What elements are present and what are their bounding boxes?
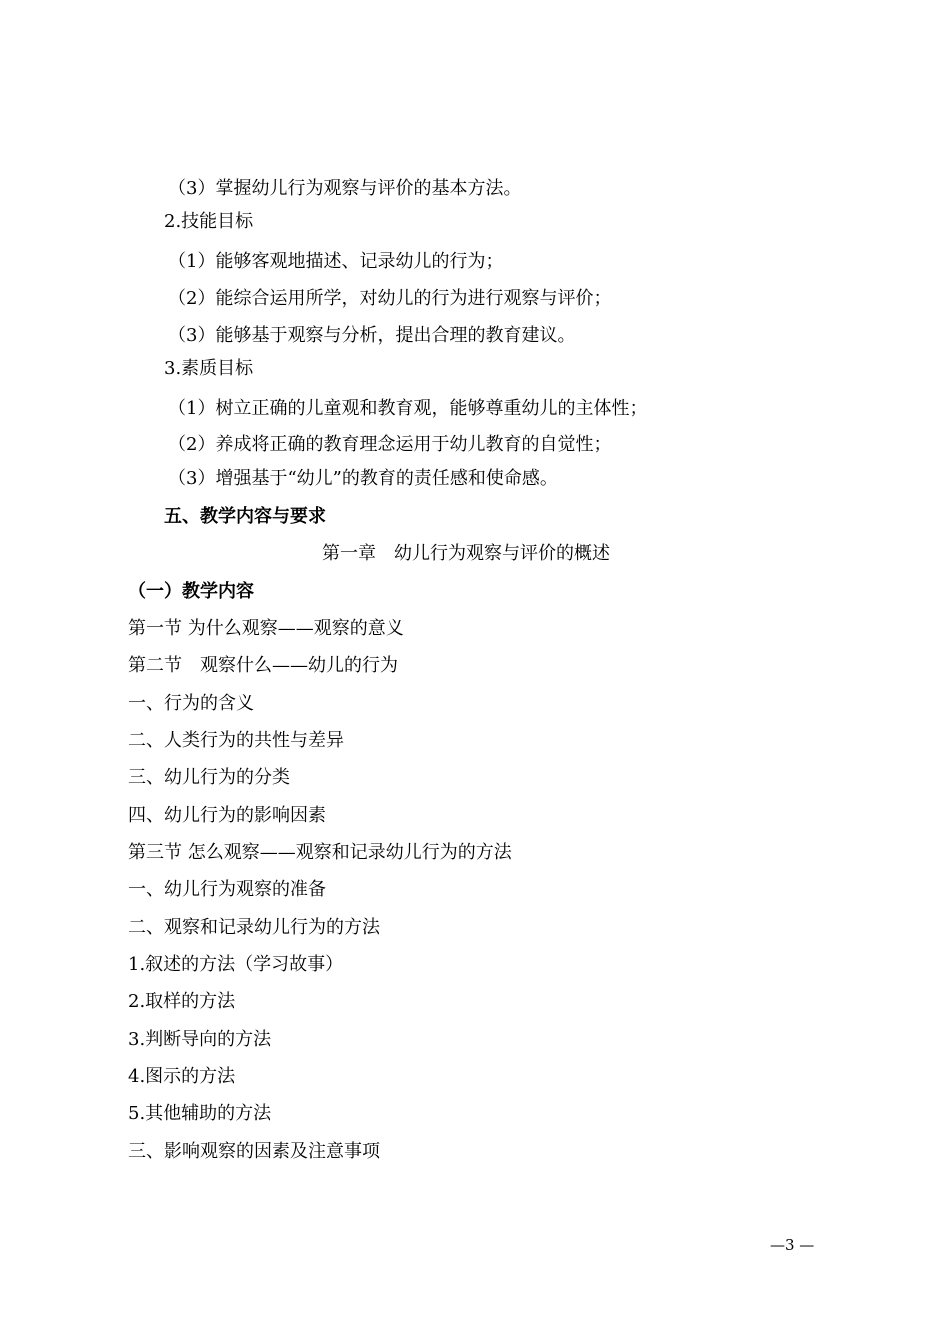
quality-item-3: （3）增强基于“幼儿”的教育的责任感和使命感。 (168, 468, 558, 489)
outline-item: 2.取样的方法 (128, 991, 236, 1012)
outline-item: 二、观察和记录幼儿行为的方法 (128, 917, 380, 938)
outline-item: 四、幼儿行为的影响因素 (128, 805, 326, 826)
outline-item: 三、影响观察的因素及注意事项 (128, 1141, 380, 1162)
chapter-title: 第一章 幼儿行为观察与评价的概述 (322, 543, 610, 564)
content-heading: （一）教学内容 (128, 581, 254, 602)
section-heading: 五、教学内容与要求 (164, 506, 326, 527)
outline-item: 第三节 怎么观察——观察和记录幼儿行为的方法 (128, 842, 512, 863)
skill-item-3: （3）能够基于观察与分析，提出合理的教育建议。 (168, 325, 576, 346)
outline-item: 二、人类行为的共性与差异 (128, 730, 344, 751)
knowledge-item-3: （3）掌握幼儿行为观察与评价的基本方法。 (168, 178, 522, 199)
outline-item: 第一节 为什么观察——观察的意义 (128, 618, 404, 639)
outline-item: 5.其他辅助的方法 (128, 1103, 272, 1124)
quality-objectives-heading: 3.素质目标 (164, 358, 254, 379)
skill-item-1: （1）能够客观地描述、记录幼儿的行为； (168, 251, 504, 272)
quality-item-2: （2）养成将正确的教育理念运用于幼儿教育的自觉性； (168, 434, 612, 455)
outline-item: 4.图示的方法 (128, 1066, 236, 1087)
skill-objectives-heading: 2.技能目标 (164, 211, 254, 232)
outline-item: 3.判断导向的方法 (128, 1029, 272, 1050)
outline-item: 一、幼儿行为观察的准备 (128, 879, 326, 900)
outline-item: 第二节 观察什么——幼儿的行为 (128, 655, 398, 676)
outline-item: 三、幼儿行为的分类 (128, 767, 290, 788)
quality-item-1: （1）树立正确的儿童观和教育观，能够尊重幼儿的主体性； (168, 398, 648, 419)
skill-item-2: （2）能综合运用所学，对幼儿的行为进行观察与评价； (168, 288, 612, 309)
outline-item: 1.叙述的方法（学习故事） (128, 954, 344, 975)
page-number: —3 — (770, 1236, 815, 1254)
outline-item: 一、行为的含义 (128, 693, 254, 714)
